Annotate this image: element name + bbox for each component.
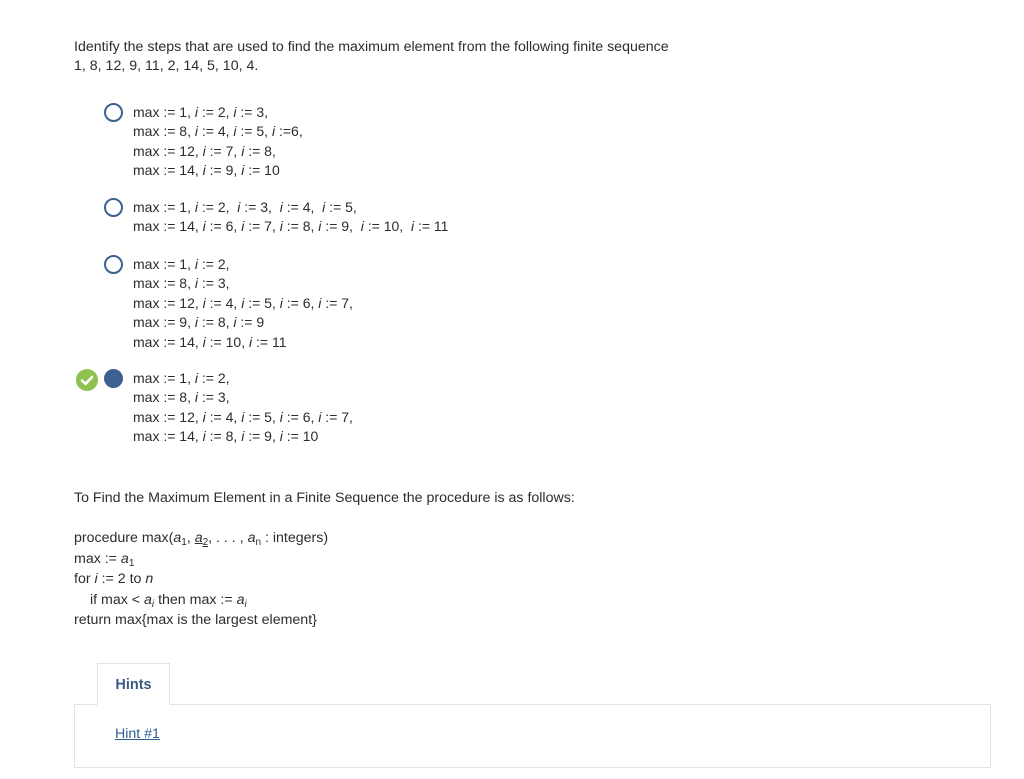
hints-tab[interactable]: Hints [97,663,170,705]
option-var-i: i [202,218,206,235]
proc-var-a: a [194,530,203,546]
option-text [133,103,303,181]
procedure-line-4 [74,590,328,611]
proc-text: , [186,530,195,546]
option-segment: := 3, [240,199,280,215]
option-var-i: i [410,218,415,235]
option-segment: := 3, [197,389,230,406]
proc-sub-1: 1 [181,537,187,548]
option-var-i: i [241,408,245,425]
proc-var-a: a [144,591,152,608]
proc-text: then max := [154,591,237,608]
radio-button[interactable] [104,103,123,122]
option-segment: := 8, [282,218,319,235]
option-segment: := 7, [205,142,242,159]
hints-panel [74,704,991,768]
option-segment: :=6, [275,123,303,140]
proc-text: if max < [90,591,145,608]
option-var-i: i [360,218,364,235]
option-line [133,161,303,180]
option-segment: := 6, [282,294,319,311]
option-var-i: i [194,370,198,386]
radio-button[interactable] [104,198,123,217]
proc-text: , . . . , [208,530,248,546]
option-var-i: i [194,123,198,140]
option-var-i: i [279,428,283,445]
option-line [133,122,303,141]
option-segment: max := 1, [133,370,195,386]
option-segment: := 6, [282,408,319,425]
option-line [133,369,353,388]
option-var-i: i [279,199,283,215]
option-segment: := 11 [414,218,449,235]
proc-text: for [74,571,95,587]
option-segment: := 4, [197,123,234,140]
proc-var-n: n [145,571,154,587]
radio-button-selected[interactable] [104,369,123,388]
option-segment: max := 8, [133,275,195,292]
question-line-2: 1, 8, 12, 9, 11, 2, 14, 5, 10, 4. [74,58,259,74]
option-var-i: i [279,218,283,235]
option-var-i: i [202,408,206,425]
procedure-line-3 [74,569,328,590]
option-segment: := 2, [197,104,234,120]
option-segment: := 4, [205,408,242,425]
option-segment: := 3, [197,275,230,292]
option-var-i: i [241,428,245,445]
option-segment: := 10 [244,162,280,179]
option-segment: := 5, [244,408,280,425]
option-segment: := 6, [205,218,242,235]
option-var-i: i [194,389,198,406]
option-line [133,427,353,446]
proc-text: max := [74,550,121,567]
procedure-line-1 [74,528,328,549]
option-var-i: i [318,294,322,311]
proc-sub-i: i [151,598,155,610]
proc-sub-1: 1 [128,557,135,569]
option-segment: := 5, [236,123,272,140]
hint-1-link[interactable]: Hint #1 [115,726,160,742]
option-segment: := 7, [244,218,280,235]
option-var-i: i [202,333,206,350]
question-text [74,38,669,76]
option-segment: max := 14, [133,162,203,179]
option-var-i: i [194,256,198,272]
proc-var-a: a [236,591,245,608]
option-segment: := 3, [236,104,269,120]
option-segment: := 9, [321,218,361,235]
option-var-i: i [194,104,198,120]
option-segment: max := 1, [133,256,195,272]
option-var-i: i [202,162,206,179]
option-segment: := 5, [325,199,357,215]
proc-sub-2: 2 [202,537,209,548]
option-var-i: i [241,294,245,311]
option-segment: max := 9, [133,314,195,331]
proc-sub-i: i [244,598,247,610]
option-var-i: i [271,123,276,140]
option-segment: := 9 [236,314,265,331]
correct-check-icon [76,369,98,391]
proc-var-a: a [173,530,182,546]
option-var-i: i [279,408,283,425]
proc-var-a: a [247,530,256,546]
explanation-text: To Find the Maximum Element in a Finite Sequence the procedure is as follows: [74,490,575,506]
option-segment: := 8, [244,142,276,159]
option-var-i: i [318,218,322,235]
procedure-line-2 [74,549,328,570]
option-segment: max := 14, [133,218,203,235]
option-segment: := 10 [282,428,319,445]
option-var-i: i [318,408,322,425]
option-line [133,333,353,352]
option-var-i: i [322,199,326,215]
option-var-i: i [194,275,198,292]
option-line [133,274,353,293]
option-segment: max := 12, [133,408,203,425]
option-line [133,313,353,332]
option-segment: max := 1, [133,104,195,120]
option-line [133,142,303,161]
option-var-i: i [202,294,206,311]
option-segment: := 9, [244,428,280,445]
option-segment: := 2, [197,256,230,272]
option-segment: max := 14, [133,428,203,445]
proc-text: procedure max( [74,530,174,546]
option-segment: := 7, [321,408,353,425]
option-segment: := 8, [205,428,242,445]
option-line [133,388,353,407]
option-segment: max := 8, [133,389,195,406]
option-segment: max := 1, [133,199,195,215]
procedure-line-5: return max{max is the largest element} [74,612,317,628]
option-segment: := 4, [282,199,323,215]
option-var-i: i [279,294,283,311]
option-line [133,255,353,274]
option-segment: max := 12, [133,142,203,159]
option-segment: := 11 [252,333,287,350]
proc-text: : integers) [261,530,329,546]
option-var-i: i [233,104,237,120]
option-segment: := 5, [244,294,280,311]
proc-sub-n: n [255,537,262,548]
option-line [133,408,353,427]
option-segment: := 7, [321,294,353,311]
option-var-i: i [241,142,245,159]
proc-var-a: a [120,550,129,567]
question-line-1: Identify the steps that are used to find the maximum element from the following finite sequence [74,39,669,55]
option-var-i: i [248,333,253,350]
option-segment: := 4, [205,294,242,311]
option-segment: := 10, [363,218,411,235]
option-var-i: i [202,142,206,159]
option-segment: := 9, [205,162,242,179]
option-var-i: i [233,123,237,140]
option-text [133,255,353,352]
option-var-i: i [194,314,198,331]
option-segment: max := 12, [133,294,203,311]
proc-var-i: i [94,571,98,587]
option-var-i: i [237,199,241,215]
proc-text: := 2 to [97,571,146,587]
option-line [133,217,448,236]
option-segment: max := 14, [133,333,203,350]
option-line [133,198,448,217]
option-segment: := 2, [197,199,238,215]
option-segment: := 2, [197,370,230,386]
option-var-i: i [202,428,206,445]
option-text [133,369,353,447]
option-line [133,103,303,122]
option-text [133,198,448,237]
radio-button[interactable] [104,255,123,274]
option-var-i: i [233,314,237,331]
option-var-i: i [194,199,198,215]
option-segment: max := 8, [133,123,195,140]
option-segment: := 8, [197,314,234,331]
procedure-block [74,528,328,631]
option-segment: := 10, [205,333,249,350]
option-var-i: i [241,218,245,235]
option-var-i: i [241,162,245,179]
option-line [133,294,353,313]
